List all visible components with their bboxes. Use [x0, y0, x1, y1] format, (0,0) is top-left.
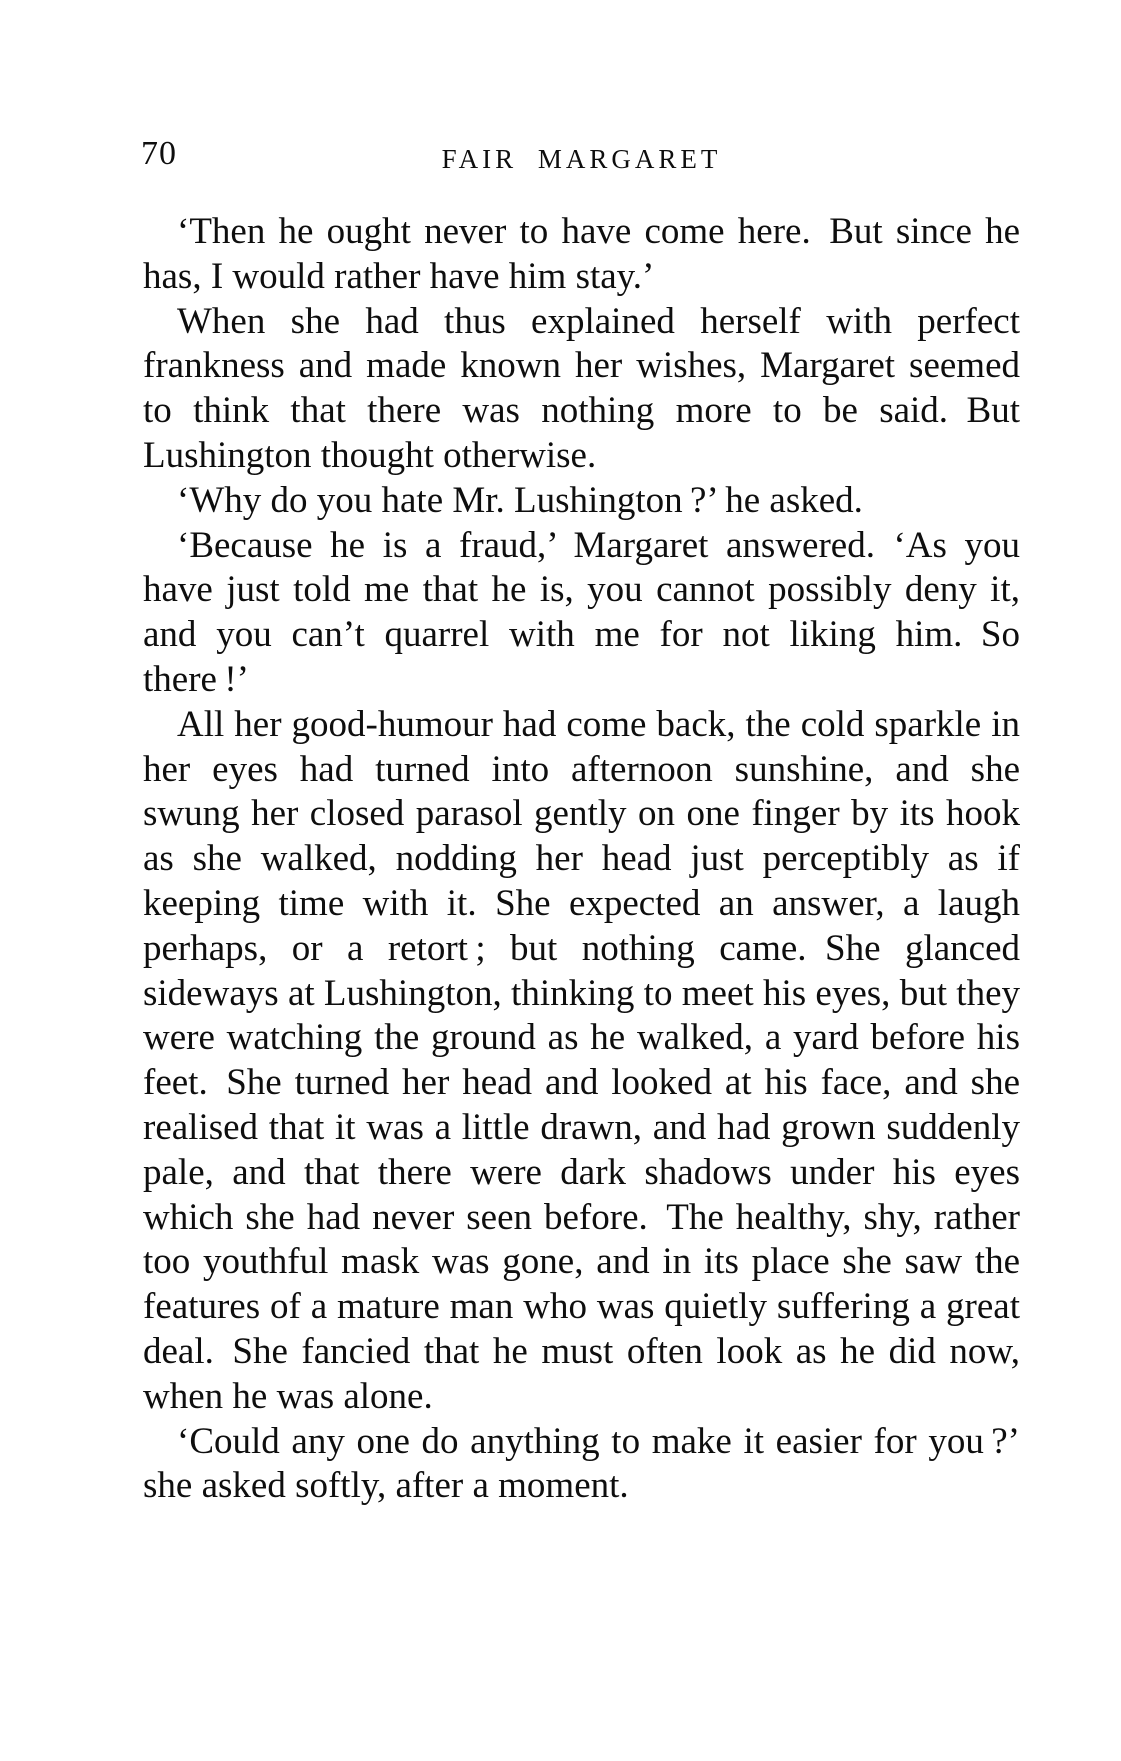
paragraph: ‘Then he ought never to have come here. But since he has, I would rather have him stay.’ — [143, 211, 1020, 297]
paragraph: When she had thus explained herself with perfect frankness and made known her wishes, Margaret seemed to think that there was nothing more to be said. But Lushington thought otherwise. — [143, 300, 1020, 476]
paragraph: ‘Because he is a fraud,’ Margaret answered. ‘As you have just told me that he is, you cannot possibly deny it, and you can’t quarrel with me for not liking him. So there !’ — [143, 524, 1020, 700]
page-body — [143, 210, 1020, 1509]
page-number: 70 — [141, 135, 177, 172]
paragraph: All her good-humour had come back, the cold sparkle in her eyes had turned into afternoon sunshine, and she swung her closed parasol gently on one finger by its hook as she walked, nodding her head just perceptibly as if keeping time with it. She expected an answer, a laugh perhaps, or a retort ; but nothing came. She glanced sideways at Lushington, thinking to meet his eyes, but they were watching the ground as he walked, a yard before his feet. She turned her head and looked at his face, and she realised that it was a little drawn, and had grown suddenly pale, and that there were dark shadows under his eyes which she had never seen before. The healthy, shy, rather too youthful mask was gone, and in its place she saw the features of a mature man who was quietly suffering a great deal. She fancied that he must often look as he did now, when he was alone. — [143, 703, 1020, 1417]
running-title: FAIR MARGARET — [441, 144, 722, 174]
paragraph: ‘Could any one do anything to make it easier for you ?’ she asked softly, after a moment. — [143, 1420, 1020, 1507]
paragraph: ‘Why do you hate Mr. Lushington ?’ he asked. — [177, 479, 863, 521]
